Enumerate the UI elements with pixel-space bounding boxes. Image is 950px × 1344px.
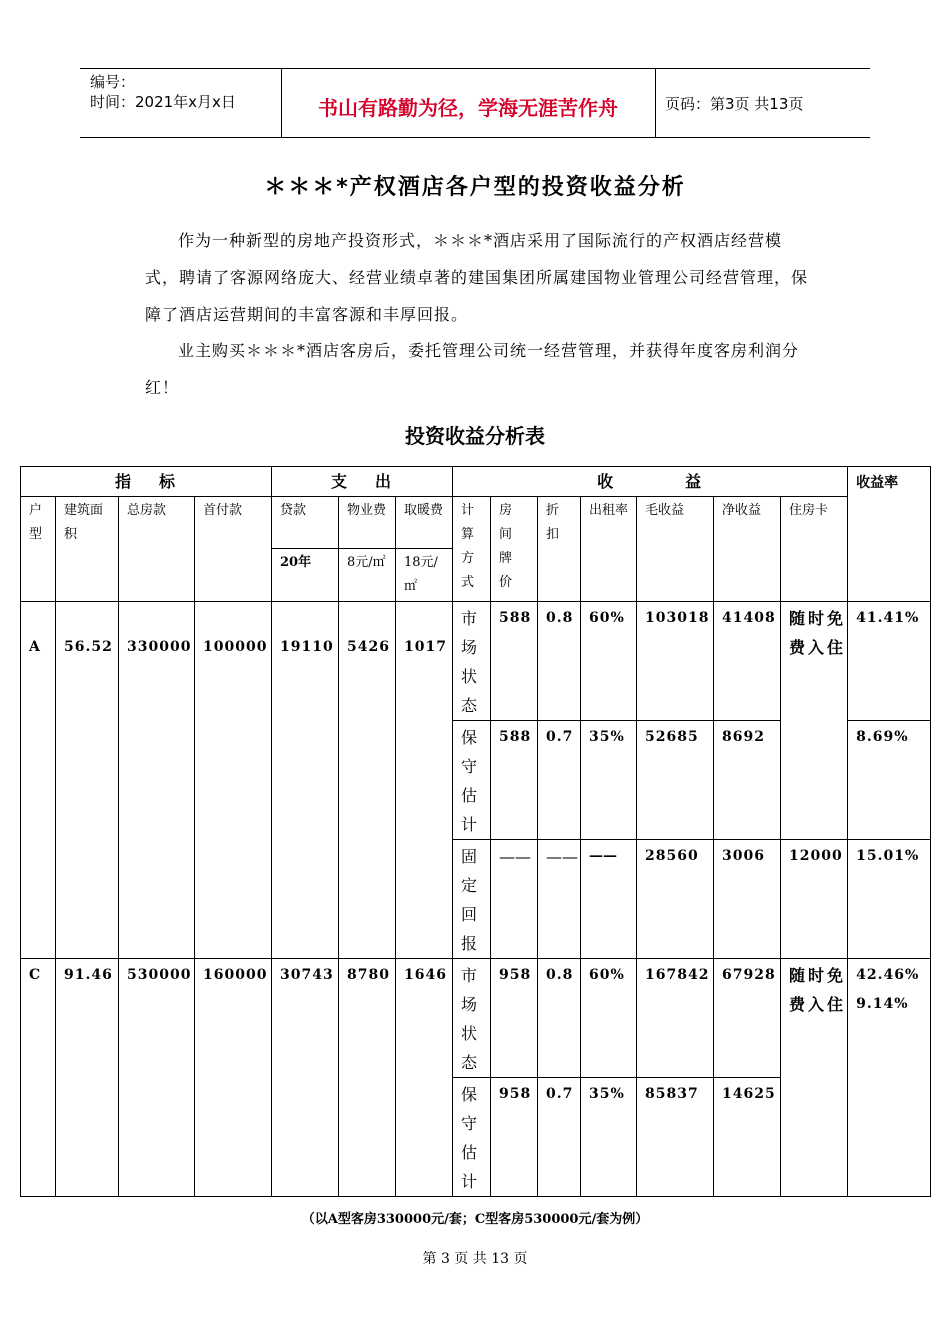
cell-gross: 167842: [637, 959, 714, 1078]
group-indicators: 指 标: [21, 467, 272, 497]
doc-number-label: 编号：: [90, 73, 136, 91]
paragraph-text: 业主购买＊＊＊*酒店客房后，委托管理公司统一经营管理，并获得年度客房利润分红！: [145, 341, 800, 397]
header-gross: 毛收益: [637, 497, 714, 602]
cell-heating: 1646: [396, 959, 453, 1197]
cell-method: 固定回报: [453, 840, 491, 959]
cell-method: 保守估计: [453, 1078, 491, 1197]
header-net: 净收益: [714, 497, 781, 602]
cell-rack: ——: [491, 840, 538, 959]
header-method: 计算方式: [453, 497, 491, 602]
header-property: 物业费: [339, 497, 396, 549]
header-motto: 书山有路勤为径，学海无涯苦作舟: [318, 96, 618, 120]
group-income: 收 益: [453, 467, 848, 497]
investment-table: [20, 466, 931, 1197]
cell-occupancy: 35%: [581, 1078, 637, 1197]
cell-property: 5426: [339, 602, 396, 959]
header-down: 首付款: [195, 497, 272, 602]
ownership-paragraph: [145, 332, 810, 406]
cell-discount: 0.7: [538, 1078, 581, 1197]
intro-paragraph: [145, 222, 810, 333]
header-total: 总房款: [119, 497, 195, 602]
header-rate: 收益率: [848, 467, 931, 602]
cell-total: 330000: [119, 602, 195, 959]
header-property-rate: 8元/㎡: [339, 549, 396, 602]
header-card: 住房卡: [781, 497, 848, 602]
table-note: （以A型客房330000元/套；C型客房530000元/套为例）: [301, 1212, 649, 1227]
document-title: ＊＊＊*产权酒店各户型的投资收益分析: [264, 175, 686, 200]
cell-discount: 0.8: [538, 602, 581, 721]
cell-occupancy: 35%: [581, 721, 637, 840]
cell-net: 3006: [714, 840, 781, 959]
cell-gross: 85837: [637, 1078, 714, 1197]
cell-net: 67928: [714, 959, 781, 1078]
cell-loan: 19110: [272, 602, 339, 959]
cell-rack: 958: [491, 1078, 538, 1197]
cell-gross: 52685: [637, 721, 714, 840]
cell-type: C: [21, 959, 56, 1197]
header-area: 建筑面积: [56, 497, 119, 602]
cell-type: A: [21, 602, 56, 959]
cell-net: 14625: [714, 1078, 781, 1197]
cell-method: 市场状态: [453, 602, 491, 721]
cell-property: 8780: [339, 959, 396, 1197]
cell-gross: 28560: [637, 840, 714, 959]
cell-card: 随时免费入住: [781, 602, 848, 840]
header-rack: 房间牌价: [491, 497, 538, 602]
header-page-number: 页码：第3页 共13页: [665, 95, 804, 113]
rate-market: 42.46%: [856, 967, 920, 983]
cell-discount: ——: [538, 840, 581, 959]
cell-net: 8692: [714, 721, 781, 840]
header-divider: [655, 69, 656, 137]
cell-card: 随时免费入住: [781, 959, 848, 1197]
cell-rack: 588: [491, 602, 538, 721]
doc-date-label: 时间：2021年x月x日: [90, 93, 236, 111]
table-row: [21, 602, 931, 721]
header-heating: 取暖费: [396, 497, 453, 549]
cell-area: 56.52: [56, 602, 119, 959]
paragraph-text: 作为一种新型的房地产投资形式，＊＊＊*酒店采用了国际流行的产权酒店经营模式，聘请了客源网络庞大、经营业绩卓著的建国集团所属建国物业管理公司经营管理，保障了酒店运营期间的丰富客源和丰厚回报。: [145, 231, 809, 324]
cell-occupancy: 60%: [581, 959, 637, 1078]
cell-down: 160000: [195, 959, 272, 1197]
table-row: [21, 497, 931, 549]
cell-method: 市场状态: [453, 959, 491, 1078]
group-expense: 支 出: [272, 467, 453, 497]
cell-rate: 15.01%: [848, 840, 931, 959]
cell-heating: 1017: [396, 602, 453, 959]
header-type: 户型: [21, 497, 56, 602]
header-loan: 贷款: [272, 497, 339, 549]
cell-net: 41408: [714, 602, 781, 721]
cell-rate: 8.69%: [848, 721, 931, 840]
header-heating-rate: 18元/㎡: [396, 549, 453, 602]
header-discount: 折扣: [538, 497, 581, 602]
cell-rack: 958: [491, 959, 538, 1078]
table-title: 投资收益分析表: [405, 424, 545, 448]
page-header: [80, 68, 870, 138]
cell-down: 100000: [195, 602, 272, 959]
cell-gross: 103018: [637, 602, 714, 721]
header-loan-term: 20年: [272, 549, 339, 602]
cell-loan: 30743: [272, 959, 339, 1197]
cell-rack: 588: [491, 721, 538, 840]
table-row: [21, 467, 931, 497]
cell-total: 530000: [119, 959, 195, 1197]
cell-rate: [848, 959, 931, 1197]
cell-discount: 0.8: [538, 959, 581, 1078]
cell-area: 91.46: [56, 959, 119, 1197]
cell-card: 12000: [781, 840, 848, 959]
cell-discount: 0.7: [538, 721, 581, 840]
cell-rate: 41.41%: [848, 602, 931, 721]
header-occupancy: 出租率: [581, 497, 637, 602]
cell-occupancy: 60%: [581, 602, 637, 721]
cell-occupancy: ——: [581, 840, 637, 959]
cell-method: 保守估计: [453, 721, 491, 840]
page-footer: 第 3 页 共 13 页: [422, 1251, 528, 1267]
rate-conservative: 9.14%: [856, 996, 909, 1012]
table-row: [21, 959, 931, 1078]
